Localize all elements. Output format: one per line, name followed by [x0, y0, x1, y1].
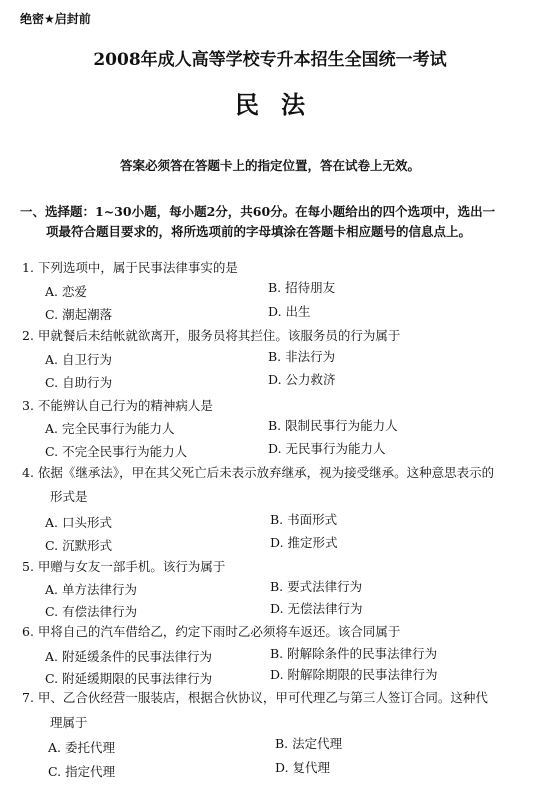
- option-a: A. 完全民事行为能力人: [45, 421, 175, 436]
- option-d: D. 无偿法律行为: [270, 601, 363, 616]
- question-stem: 1. 下列选项中，属于民事法律事实的是: [22, 260, 238, 275]
- option-a: A. 单方法律行为: [45, 582, 137, 597]
- question-stem: 3. 不能辨认自己行为的精神病人是: [22, 398, 213, 413]
- option-a: A. 自卫行为: [45, 352, 112, 367]
- option-b: B. 法定代理: [275, 736, 343, 751]
- question-stem: 7. 甲、乙合伙经营一服装店，根据合伙协议，甲可代理乙与第三人签订合同。这种代: [22, 690, 488, 705]
- option-d: D. 附解除期限的民事法律行为: [270, 667, 438, 682]
- option-d: D. 复代理: [275, 760, 331, 775]
- option-b: B. 要式法律行为: [270, 579, 363, 594]
- question-stem: 4. 依据《继承法》，甲在其父死亡后未表示放弃继承，视为接受继承。这种意思表示的: [22, 465, 495, 480]
- confidential-mark: 绝密★启封前: [20, 12, 91, 26]
- option-d: D. 无民事行为能力人: [268, 441, 386, 456]
- option-a: A. 附延缓条件的民事法律行为: [45, 649, 212, 664]
- option-c: C. 沉默形式: [45, 538, 113, 553]
- option-c: C. 指定代理: [48, 764, 116, 779]
- question-stem: 6. 甲将自己的汽车借给乙，约定下雨时乙必须将车返还。该合同属于: [22, 624, 401, 639]
- exam-title: 2008年成人高等学校专升本招生全国统一考试: [93, 50, 447, 70]
- option-a: A. 委托代理: [48, 740, 115, 755]
- option-b: B. 书面形式: [270, 512, 338, 527]
- question-stem: 5. 甲赠与女友一部手机。该行为属于: [22, 559, 226, 574]
- question-stem-continued: 理属于: [50, 715, 88, 730]
- question-stem: 2. 甲就餐后未结帐就欲离开，服务员将其拦住。该服务员的行为属于: [22, 328, 401, 343]
- option-c: C. 附延缓期限的民事法律行为: [45, 671, 213, 686]
- section-instructions: [20, 202, 520, 242]
- option-c: C. 自助行为: [45, 375, 113, 390]
- section-line-2: 项最符合题目要求的，将所选项前的字母填涂在答题卡相应题号的信息点上。: [46, 224, 472, 239]
- answer-notice: 答案必须答在答题卡上的指定位置，答在试卷上无效。: [119, 158, 420, 173]
- option-d: D. 推定形式: [270, 535, 338, 550]
- subject-title: 民法: [235, 90, 327, 119]
- option-b: B. 非法行为: [268, 349, 336, 364]
- option-b: B. 限制民事行为能力人: [268, 418, 398, 433]
- option-c: C. 不完全民事行为能力人: [45, 444, 188, 459]
- section-line-1: 一、选择题：1~30小题，每小题2分，共60分。在每小题给出的四个选项中，选出一: [20, 204, 496, 219]
- option-a: A. 恋爱: [45, 284, 87, 299]
- option-d: D. 公力救济: [268, 372, 336, 387]
- option-b: B. 附解除条件的民事法律行为: [270, 646, 438, 661]
- option-d: D. 出生: [268, 304, 311, 319]
- option-c: C. 潮起潮落: [45, 307, 113, 322]
- option-c: C. 有偿法律行为: [45, 604, 138, 619]
- option-a: A. 口头形式: [45, 515, 112, 530]
- question-stem-continued: 形式是: [50, 489, 88, 504]
- option-b: B. 招待朋友: [268, 280, 336, 295]
